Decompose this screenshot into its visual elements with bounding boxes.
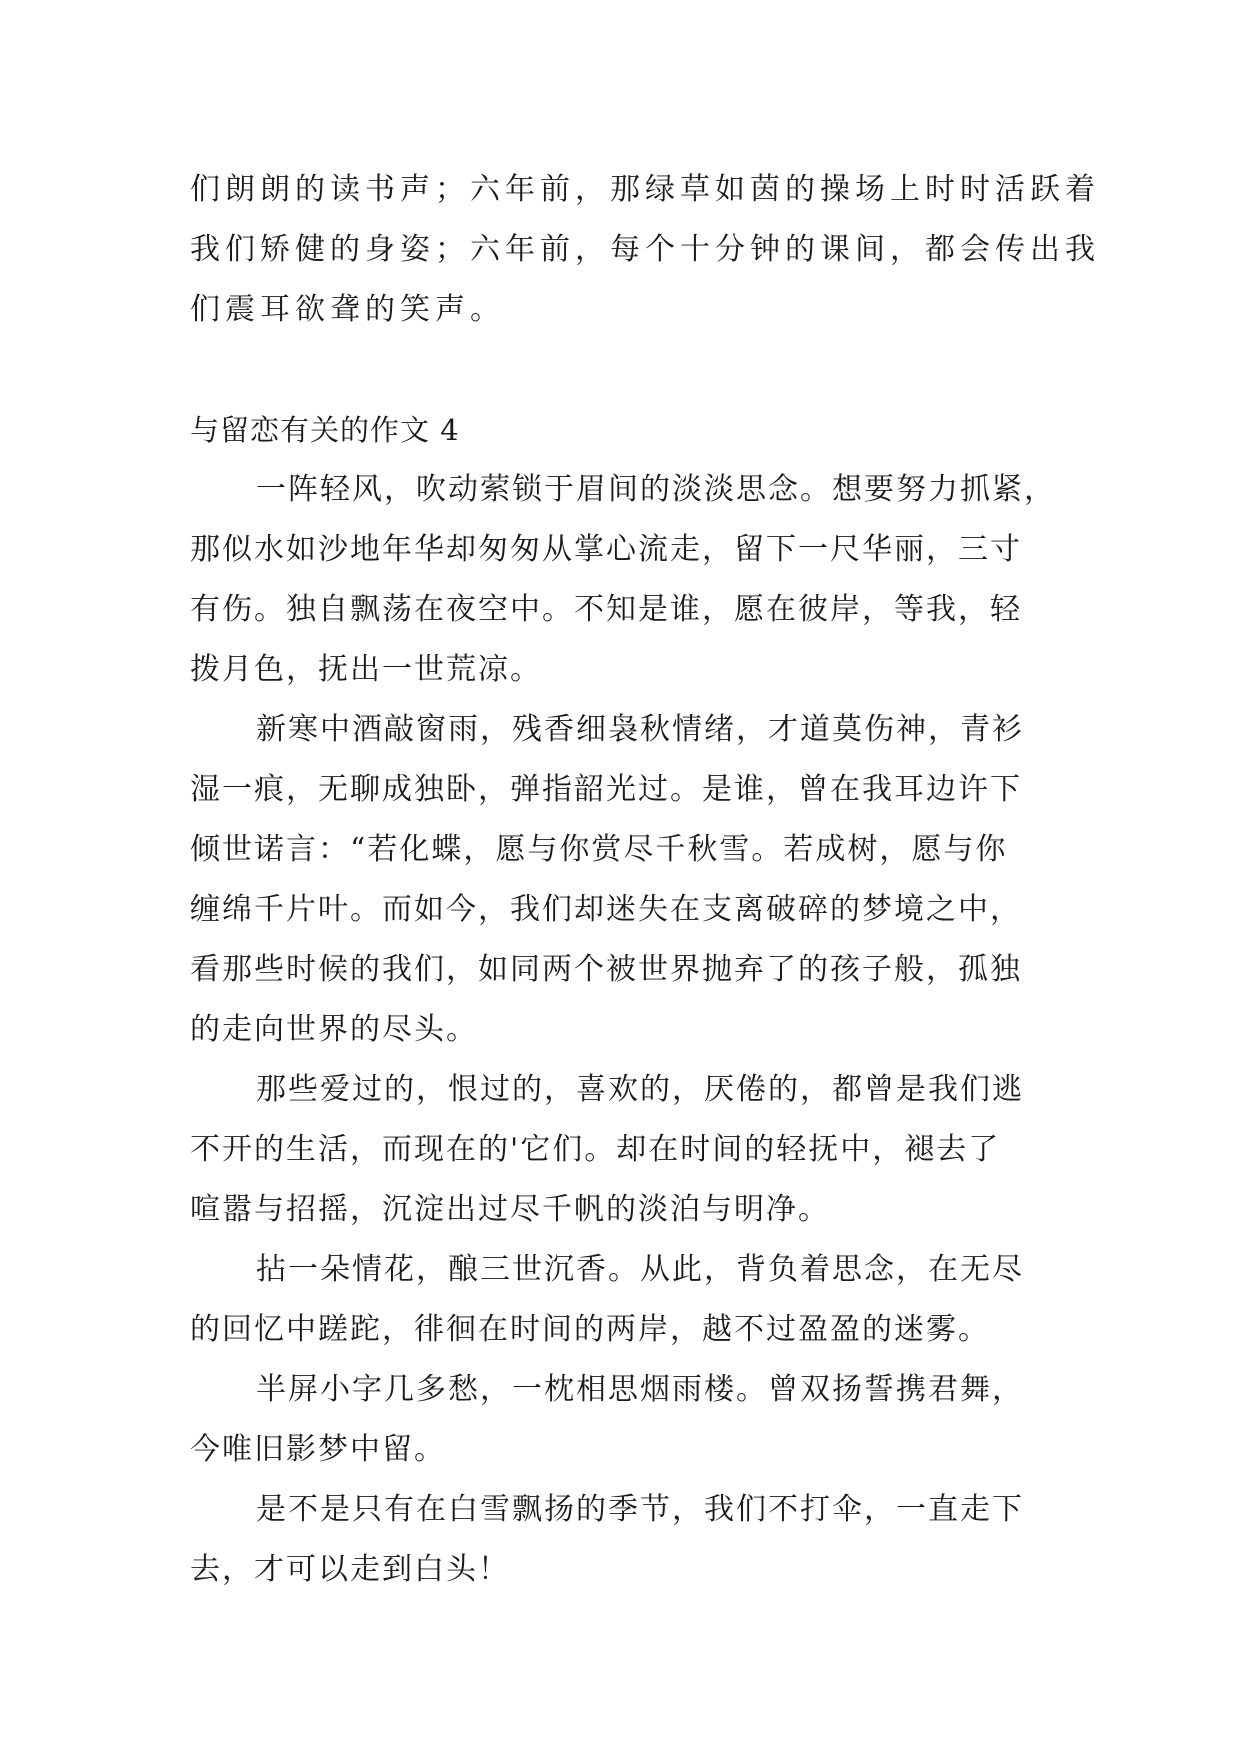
paragraph-6 (190, 1480, 1060, 1600)
text-line: 的回忆中蹉跎，徘徊在时间的两岸，越不过盈盈的迷雾。 (190, 1312, 990, 1347)
text-line: 我们矫健的身姿；六年前，每个十分钟的课间，都会传出我 (190, 232, 1100, 267)
text-line: 拨月色，抚出一世荒凉。 (190, 652, 542, 687)
text-line: 去，才可以走到白头！ (190, 1552, 510, 1587)
text-line: 有伤。独自飘荡在夜空中。不知是谁，愿在彼岸，等我，轻 (190, 592, 1022, 627)
text-line: 看那些时候的我们，如同两个被世界抛弃了的孩子般，孤独 (190, 952, 1022, 987)
text-line: 是不是只有在白雪飘扬的季节，我们不打伞，一直走下 (256, 1492, 1024, 1527)
text-line: 的走向世界的尽头。 (190, 1012, 478, 1047)
text-line: 湿一痕，无聊成独卧，弹指韶光过。是谁，曾在我耳边许下 (190, 772, 1022, 807)
paragraph-1 (190, 460, 1060, 700)
paragraph-5 (190, 1360, 1060, 1480)
paragraph-2 (190, 700, 1060, 1060)
text-line: 半屏小字几多愁，一枕相思烟雨楼。曾双扬誓携君舞， (256, 1372, 1024, 1407)
text-line: 倾世诺言：“若化蝶，愿与你赏尽千秋雪。若成树，愿与你 (190, 832, 1008, 867)
previous-essay-fragment (190, 160, 1100, 340)
text-line: 不开的生活，而现在的'它们。却在时间的轻抚中，褪去了 (190, 1132, 1001, 1167)
text-line: 今唯旧影梦中留。 (190, 1432, 446, 1467)
paragraph-4 (190, 1240, 1060, 1360)
text-line: 那些爱过的，恨过的，喜欢的，厌倦的，都曾是我们逃 (256, 1072, 1024, 1107)
text-line: 们朗朗的读书声；六年前，那绿草如茵的操场上时时活跃着 (190, 172, 1100, 207)
text-line: 那似水如沙地年华却匆匆从掌心流走，留下一尺华丽，三寸 (190, 532, 1022, 567)
text-line: 喧嚣与招摇，沉淀出过尽千帆的淡泊与明净。 (190, 1192, 830, 1227)
text-line: 缠绵千片叶。而如今，我们却迷失在支离破碎的梦境之中， (190, 892, 1022, 927)
text-line: 拈一朵情花，酿三世沉香。从此，背负着思念，在无尽 (256, 1252, 1024, 1287)
paragraph-3 (190, 1060, 1060, 1240)
text-line: 们震耳欲聋的笑声。 (190, 292, 505, 327)
document-page (190, 160, 1100, 1600)
section-title: 与留恋有关的作文 4 (190, 413, 460, 447)
text-line: 新寒中酒敲窗雨，残香细袅秋情绪，才道莫伤神，青衫 (256, 712, 1024, 747)
text-line: 一阵轻风，吹动萦锁于眉间的淡淡思念。想要努力抓紧， (256, 472, 1056, 507)
